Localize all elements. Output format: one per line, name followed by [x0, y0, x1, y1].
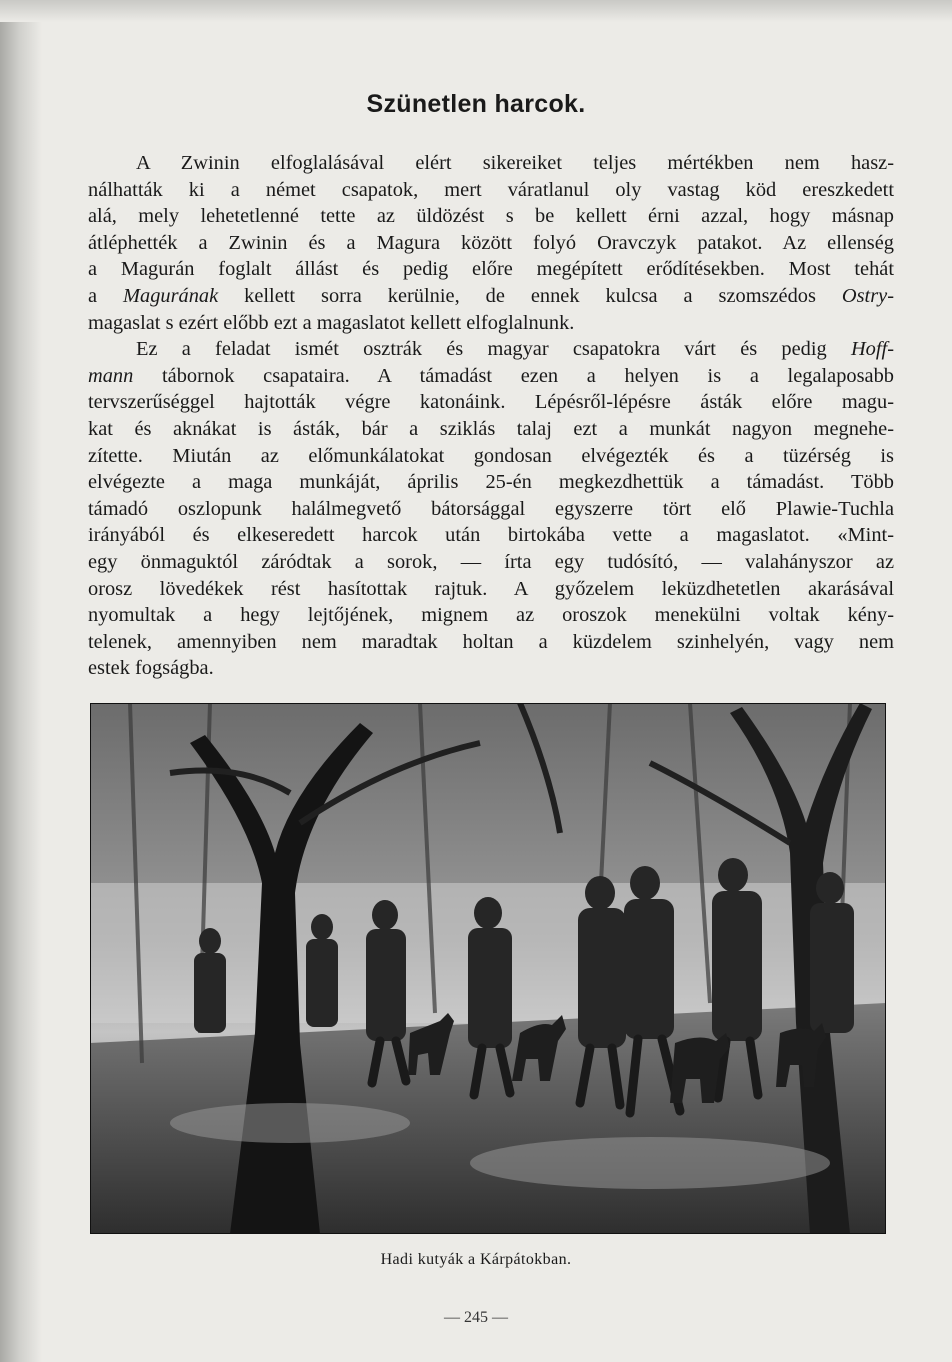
photo-caption: Hadi kutyák a Kárpátokban. — [380, 1251, 572, 1268]
italic-person-name: Hoff- — [850, 338, 894, 361]
text-line: kat és aknákat is ásták, bár a sziklás talaj ezt a munkát nagyon megnehe- — [88, 417, 894, 440]
page-number: — 245 — — [444, 1309, 508, 1326]
article-body — [88, 150, 894, 682]
page-title: Szünetlen harcok. — [366, 90, 586, 118]
photo-illustration — [90, 703, 886, 1234]
text-line: Ez a feladat ismét osztrák és magyar csapatokra várt és pedig Hoff- — [136, 338, 894, 361]
italic-place-name: Magurának — [123, 284, 219, 307]
text-line: tervszerűséggel hajtották végre katonáink. Lépésről-lépésre ásták előre magu- — [88, 391, 894, 414]
text-line: alá, mely lehetetlenné tette az üldözést s be kellett érni azzal, hogy másnap — [88, 205, 894, 228]
text-line: a Magurának kellett sorra kerülnie, de ennek kulcsa a szomszédos Ostry- — [88, 284, 894, 307]
war-dogs-photograph — [90, 703, 886, 1234]
text-line: telenek, amennyiben nem maradtak holtan a küzdelem szinhelyén, vagy nem — [88, 630, 894, 653]
text-line: irányából és elkeseredett harcok után birtokába vette a magaslatot. «Mint- — [88, 524, 894, 547]
text-line: támadó oszlopunk halálmegvető bátorsággal egyszerre tört elő Plawie-Tuchla — [88, 497, 894, 520]
text-line: elvégezte a maga munkáját, április 25-én megkezdhettük a támadást. Több — [88, 471, 894, 494]
text-line: estek fogságba. — [88, 657, 214, 680]
text-line: átléphették a Zwinin és a Magura között folyó Oravczyk patakot. Az ellenség — [88, 231, 894, 254]
italic-place-name: Ostry- — [841, 284, 894, 307]
text-line: magaslat s ezért előbb ezt a magaslatot kellett elfoglalnunk. — [88, 311, 575, 334]
italic-person-name: mann — [88, 364, 134, 387]
text-line: zítette. Miután az előmunkálatokat gondosan elvégezték és a tüzérség is — [88, 444, 894, 467]
text-line: egy önmaguktól záródtak a sorok, — írta egy tudósító, — valahányszor az — [88, 550, 894, 573]
paragraph-2 — [88, 336, 894, 682]
scanned-top-shade — [0, 0, 952, 22]
text-line: a Magurán foglalt állást és pedig előre megépített erődítésekben. Most tehát — [88, 258, 894, 281]
scanned-page-edge — [0, 0, 42, 1362]
text-line: A Zwinin elfoglalásával elért sikereiket teljes mértékben nem hasz- — [136, 152, 894, 174]
text-line: orosz lövedékek rést hasítottak rajtuk. A győzelem leküzdhetetlen akarásával — [88, 577, 894, 600]
text-line: nyomultak a hegy lejtőjének, mignem az oroszok menekülni voltak kény- — [88, 604, 894, 627]
text-line: mann tábornok csapataira. A támadást ezen a helyen is a legalaposabb — [88, 364, 894, 387]
paragraph-1 — [88, 150, 894, 336]
text-line: nálhatták ki a német csapatok, mert váratlanul oly vastag köd ereszkedett — [88, 178, 894, 201]
